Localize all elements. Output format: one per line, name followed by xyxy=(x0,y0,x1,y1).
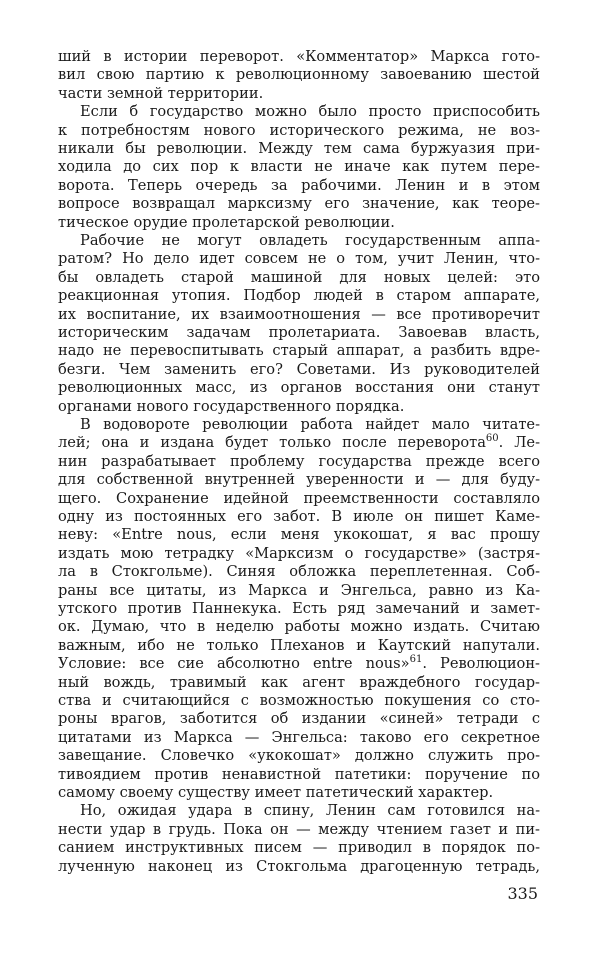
text-line: вопросе возвращал марксизму его значение, как теоре- xyxy=(58,195,540,213)
text-line: самому своему существу имеет патетический характер. xyxy=(58,784,494,801)
text-line: безги. Чем заменить его? Советами. Из руководителей xyxy=(58,360,540,378)
text-line: важным, ибо не только Плеханов и Каутский напутали. xyxy=(58,636,540,654)
paragraph-first-line: Если б государство можно было просто приспособить xyxy=(80,103,540,121)
text-line: неву: «Entre nous, если меня укокошат, я вас прошу xyxy=(58,526,540,544)
text-line: ства и считающийся с возможностью покушения со сто- xyxy=(58,692,540,709)
text-line: реакционная утопия. Подбор людей в старом аппарате, xyxy=(58,287,540,305)
text-segment: Условие: все сие абсолютно entre nous» xyxy=(58,655,410,673)
text-line: ный вождь, травимый как агент враждебного государ- xyxy=(58,673,540,691)
text-line: органами нового государственного порядка. xyxy=(58,397,405,415)
text-segment: . Революцион- xyxy=(422,655,540,673)
paragraph-first-line: Но, ожидая удара в спину, Ленин сам готовился на- xyxy=(80,802,540,820)
text-line: санием инструктивных писем — приводил в порядок по- xyxy=(58,839,540,857)
text-line: надо не перевоспитывать старый аппарат, а разбить вдре- xyxy=(58,342,540,360)
text-line: к потребностям нового исторического режима, не воз- xyxy=(58,121,540,139)
text-line: ратом? Но дело идет совсем не о том, учит Ленин, что- xyxy=(58,250,540,268)
text-line: раны все цитаты, из Маркса и Энгельса, равно из Ка- xyxy=(58,581,540,599)
text-line: революционных масс, из органов восстания они станут xyxy=(58,379,540,397)
text-page-lower xyxy=(58,48,540,908)
text-line: части земной территории. xyxy=(58,84,264,102)
text-line: для собственной внутренней уверенности и — для буду- xyxy=(58,471,540,489)
text-line: одну из постоянных его забот. В июле он пишет Каме- xyxy=(58,508,540,525)
text-line: нести удар в грудь. Пока он — между чтением газет и пи- xyxy=(58,820,540,838)
text-line: лученную наконец из Стокгольма драгоценную тетрадь, xyxy=(58,857,540,875)
text-line: ок. Думаю, что в неделю работы можно издать. Считаю xyxy=(58,618,540,636)
text-line: утского против Паннекука. Есть ряд замечаний и замет- xyxy=(58,600,540,617)
text-line: завещание. Словечко «укокошат» должно служить про- xyxy=(58,747,540,765)
text-line: бы овладеть старой машиной для новых целей: это xyxy=(58,268,540,286)
text-line: щего. Сохранение идейной преемственности составляло xyxy=(58,489,540,507)
text-line: цитатами из Маркса — Энгельса: таково его секретное xyxy=(58,728,540,746)
text-segment: лей; она и издана будет только после переворота xyxy=(58,434,486,452)
text-line: тическое орудие пролетарской революции. xyxy=(58,213,395,231)
text-line: ворота. Теперь очередь за рабочими. Ленин и в этом xyxy=(58,176,540,194)
page-number: 335 xyxy=(507,884,538,903)
text-line: их воспитание, их взаимоотношения — все противоречит xyxy=(58,305,540,323)
footnote-ref-60: 60 xyxy=(485,433,499,445)
text-line: нин разрабатывает проблему государства прежде всего xyxy=(58,452,540,470)
text-line: ла в Стокгольме). Синяя обложка переплетенная. Соб- xyxy=(58,563,540,581)
text-line: тивоядием против ненавистной патетики: поручение по xyxy=(58,765,540,783)
text-line: историческим задачам пролетариата. Завоевав власть, xyxy=(58,324,540,341)
text-segment: . Ле- xyxy=(498,434,541,452)
footnote-ref-61: 61 xyxy=(409,654,423,666)
text-line: вил свою партию к революционному завоеванию шестой xyxy=(58,66,540,84)
text-line: издать мою тетрадку «Марксизм о государстве» (застря- xyxy=(58,544,540,562)
paragraph-first-line: Рабочие не могут овладеть государственным аппа- xyxy=(80,232,540,249)
text-line: никали бы революции. Между тем сама буржуазия при- xyxy=(58,140,540,157)
text-line: ший в истории переворот. «Комментатор» Маркса гото- xyxy=(58,48,540,65)
text-line: ходила до сих пор к власти не иначе как путем пере- xyxy=(58,158,540,176)
text-line: роны врагов, заботится об издании «синей» тетради с xyxy=(58,710,540,728)
paragraph-first-line: В водовороте революции работа найдет мало читате- xyxy=(80,416,540,433)
